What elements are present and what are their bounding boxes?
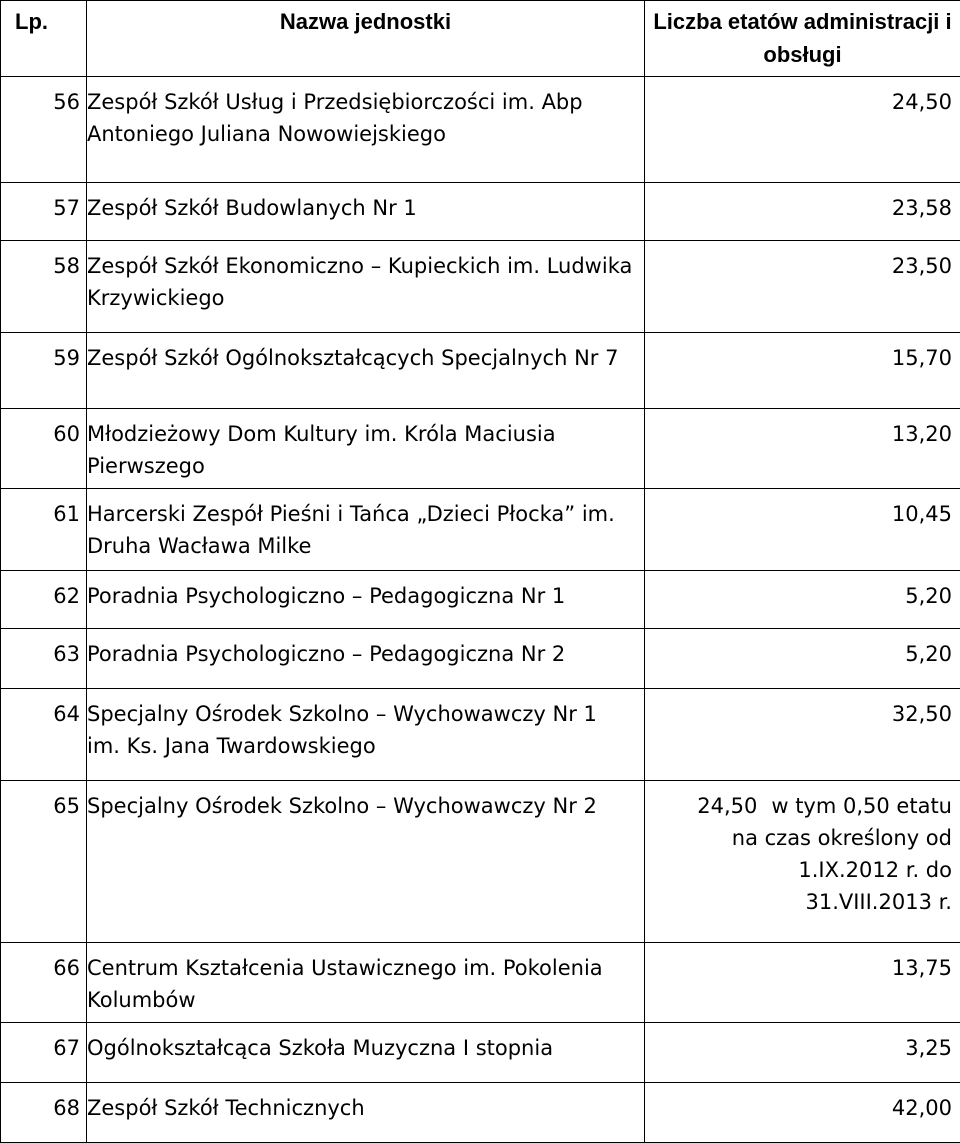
row-value-note-line: w tym 0,50 etatu <box>771 794 952 818</box>
row-value: 24,50 <box>645 77 960 183</box>
row-value: 23,50 <box>645 241 960 333</box>
row-lp: 56 <box>1 77 87 183</box>
table-row <box>1 409 960 489</box>
row-lp: 68 <box>1 1083 87 1143</box>
row-lp: 65 <box>1 781 87 943</box>
header-lp: Lp. <box>1 1 87 77</box>
row-value: 13,75 <box>645 943 960 1023</box>
header-name: Nazwa jednostki <box>87 1 645 77</box>
table-row <box>1 77 960 183</box>
row-lp: 59 <box>1 333 87 409</box>
table-row <box>1 241 960 333</box>
table-header-row <box>1 1 960 77</box>
table-row <box>1 781 960 943</box>
row-value: 10,45 <box>645 489 960 571</box>
row-value: 5,20 <box>645 629 960 689</box>
row-value-note-line: na czas określony od <box>653 822 952 854</box>
row-name: Młodzieżowy Dom Kultury im. Króla Maciusia Pierwszego <box>87 409 645 489</box>
row-value: 15,70 <box>645 333 960 409</box>
table-row <box>1 629 960 689</box>
row-lp: 62 <box>1 571 87 629</box>
row-name: Zespół Szkół Usług i Przedsiębiorczości im. Abp Antoniego Juliana Nowowiejskiego <box>87 77 645 183</box>
table-row <box>1 1083 960 1143</box>
row-name: Specjalny Ośrodek Szkolno – Wychowawczy Nr 1 im. Ks. Jana Twardowskiego <box>87 689 645 781</box>
row-value: 23,58 <box>645 183 960 241</box>
row-value: 13,20 <box>645 409 960 489</box>
row-value: 32,50 <box>645 689 960 781</box>
table-row <box>1 489 960 571</box>
row-lp: 60 <box>1 409 87 489</box>
row-name: Ogólnokształcąca Szkoła Muzyczna I stopnia <box>87 1023 645 1083</box>
row-value-note-line: 1.IX.2012 r. do <box>653 854 952 886</box>
row-value-with-note <box>645 781 960 943</box>
row-lp: 64 <box>1 689 87 781</box>
row-name: Poradnia Psychologiczno – Pedagogiczna Nr 1 <box>87 571 645 629</box>
table-row <box>1 943 960 1023</box>
row-lp: 63 <box>1 629 87 689</box>
row-name: Poradnia Psychologiczno – Pedagogiczna Nr 2 <box>87 629 645 689</box>
row-name: Zespół Szkół Budowlanych Nr 1 <box>87 183 645 241</box>
row-name: Centrum Kształcenia Ustawicznego im. Pokolenia Kolumbów <box>87 943 645 1023</box>
table-row <box>1 183 960 241</box>
row-name: Specjalny Ośrodek Szkolno – Wychowawczy Nr 2 <box>87 781 645 943</box>
row-value: 5,20 <box>645 571 960 629</box>
row-lp: 61 <box>1 489 87 571</box>
row-name: Zespół Szkół Technicznych <box>87 1083 645 1143</box>
row-name: Harcerski Zespół Pieśni i Tańca „Dzieci Płocka” im. Druha Wacława Milke <box>87 489 645 571</box>
row-lp: 67 <box>1 1023 87 1083</box>
row-value: 3,25 <box>645 1023 960 1083</box>
table-row <box>1 689 960 781</box>
row-name: Zespół Szkół Ogólnokształcących Specjalnych Nr 7 <box>87 333 645 409</box>
table-row <box>1 571 960 629</box>
row-value: 24,50 <box>697 794 757 818</box>
row-lp: 57 <box>1 183 87 241</box>
row-lp: 58 <box>1 241 87 333</box>
row-lp: 66 <box>1 943 87 1023</box>
row-value-note-line: 31.VIII.2013 r. <box>653 886 952 918</box>
row-value: 42,00 <box>645 1083 960 1143</box>
table-row <box>1 1023 960 1083</box>
row-name: Zespół Szkół Ekonomiczno – Kupieckich im. Ludwika Krzywickiego <box>87 241 645 333</box>
header-value: Liczba etatów administracji i obsługi <box>645 1 960 77</box>
row-value-line <box>653 790 952 822</box>
table-row <box>1 333 960 409</box>
